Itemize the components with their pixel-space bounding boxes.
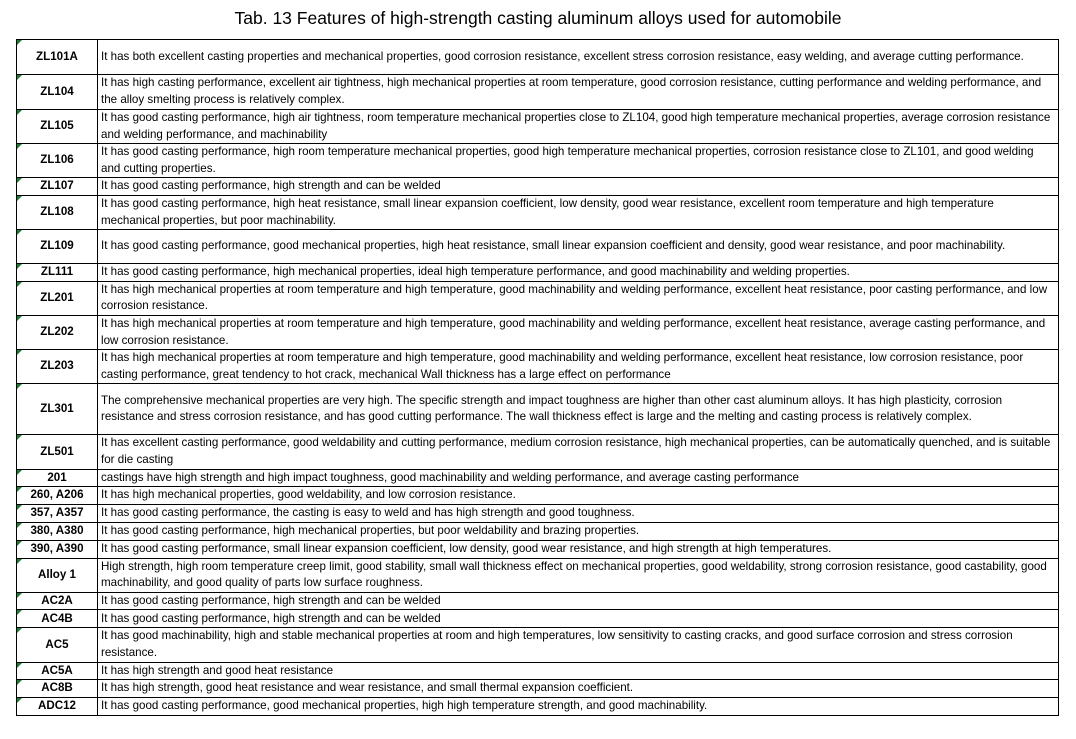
alloy-description-cell: It has high mechanical properties, good weldability, and low corrosion resistance. [98,487,1059,505]
alloy-code-cell: ZL111 [17,264,98,282]
alloy-code-cell: ZL202 [17,315,98,349]
table-row [17,144,1059,178]
alloy-description-cell: It has good casting performance, high room temperature mechanical properties, good high temperature mechanical properties, corrosion resistance close to ZL101, and good welding and cutting properties. [98,144,1059,178]
alloy-description-cell: It has high mechanical properties at room temperature and high temperature, good machinability and welding performance, excellent heat resistance, average casting performance, and low corrosion resistance. [98,315,1059,349]
table-row [17,195,1059,229]
table-row [17,315,1059,349]
table-row [17,592,1059,610]
table-row [17,281,1059,315]
alloy-description-cell: It has good casting performance, the casting is easy to weld and has high strength and good toughness. [98,504,1059,522]
table-row [17,384,1059,435]
alloy-code-cell: Alloy 1 [17,558,98,592]
table-row [17,628,1059,662]
table-row [17,469,1059,487]
alloy-description-cell: It has good casting performance, small linear expansion coefficient, low density, good wear resistance, and high strength at high temperatures. [98,540,1059,558]
alloy-description-cell: It has good casting performance, high mechanical properties, but poor weldability and brazing properties. [98,522,1059,540]
alloy-description-cell: It has high mechanical properties at room temperature and high temperature, good machinability and welding performance, excellent heat resistance, poor casting performance, and low corrosion resistance. [98,281,1059,315]
alloy-code-cell: ZL104 [17,75,98,110]
alloy-description-cell: It has good machinability, high and stable mechanical properties at room and high temperatures, low sensitivity to casting cracks, and good surface corrosion and stress corrosion resistance. [98,628,1059,662]
alloy-description-cell: High strength, high room temperature creep limit, good stability, small wall thickness effect on mechanical properties, good weldability, strong corrosion resistance, good castability, good machinability, and good quality of parts low surface roughness. [98,558,1059,592]
alloy-description-cell: It has high strength and good heat resistance [98,662,1059,680]
alloy-description-cell: It has high mechanical properties at room temperature and high temperature, good machinability and welding performance, excellent heat resistance, low corrosion resistance, poor casting performance, great tendency to hot crack, mechanical Wall thickness has a large effect on performance [98,350,1059,384]
alloy-code-cell: ZL201 [17,281,98,315]
table-title: Tab. 13 Features of high-strength casting aluminum alloys used for automobile [234,8,842,28]
table-row [17,522,1059,540]
alloy-code-cell: AC4B [17,610,98,628]
alloy-code-cell: 380, A380 [17,522,98,540]
alloy-description-cell: It has good casting performance, high strength and can be welded [98,178,1059,196]
alloy-code-cell: ZL301 [17,384,98,435]
alloy-description-cell: It has good casting performance, high air tightness, room temperature mechanical properties close to ZL104, good high temperature mechanical properties, average corrosion resistance and welding performance, and machinability [98,110,1059,144]
alloy-description-cell: The comprehensive mechanical properties are very high. The specific strength and impact toughness are higher than other cast aluminum alloys. It has high plasticity, corrosion resistance and stress corrosion resistance, and has good cutting performance. The wall thickness effect is large and the melting and casting process is relatively complex. [98,384,1059,435]
alloy-code-cell: ZL203 [17,350,98,384]
table-row [17,40,1059,75]
table-row [17,558,1059,592]
alloy-code-cell: ZL107 [17,178,98,196]
alloy-code-cell: AC5A [17,662,98,680]
table-row [17,610,1059,628]
table-row [17,540,1059,558]
alloy-description-cell: It has good casting performance, high mechanical properties, ideal high temperature performance, and good machinability and welding properties. [98,264,1059,282]
alloy-description-cell: It has high strength, good heat resistance and wear resistance, and small thermal expansion coefficient. [98,680,1059,698]
table-row [17,435,1059,469]
table-row [17,698,1059,716]
table-row [17,178,1059,196]
alloy-description-cell: It has good casting performance, good mechanical properties, high high temperature strength, and good machinability. [98,698,1059,716]
table-row [17,487,1059,505]
alloy-code-cell: ZL108 [17,195,98,229]
alloy-features-table [16,39,1059,716]
table-row [17,75,1059,110]
alloy-code-cell: 201 [17,469,98,487]
alloy-code-cell: ZL106 [17,144,98,178]
alloy-description-cell: It has good casting performance, high strength and can be welded [98,610,1059,628]
alloy-code-cell: ZL109 [17,230,98,264]
alloy-description-cell: It has good casting performance, high heat resistance, small linear expansion coefficient, low density, good wear resistance, excellent room temperature and high temperature mechanical properties, but poor machinability. [98,195,1059,229]
alloy-code-cell: ZL101A [17,40,98,75]
alloy-code-cell: 390, A390 [17,540,98,558]
table-row [17,680,1059,698]
alloy-description-cell: It has good casting performance, good mechanical properties, high heat resistance, small linear expansion coefficient and density, good wear resistance, and poor machinability. [98,230,1059,264]
table-row [17,110,1059,144]
alloy-description-cell: It has good casting performance, high strength and can be welded [98,592,1059,610]
alloy-code-cell: AC5 [17,628,98,662]
alloy-description-cell: It has both excellent casting properties and mechanical properties, good corrosion resistance, excellent stress corrosion resistance, easy welding, and average cutting performance. [98,40,1059,75]
alloy-code-cell: AC8B [17,680,98,698]
table-body [17,40,1059,716]
table-row [17,504,1059,522]
alloy-code-cell: 357, A357 [17,504,98,522]
table-row [17,264,1059,282]
alloy-code-cell: ADC12 [17,698,98,716]
alloy-code-cell: ZL105 [17,110,98,144]
table-row [17,350,1059,384]
alloy-code-cell: 260, A206 [17,487,98,505]
alloy-code-cell: ZL501 [17,435,98,469]
table-row [17,230,1059,264]
alloy-description-cell: castings have high strength and high impact toughness, good machinability and welding performance, and average casting performance [98,469,1059,487]
table-row [17,662,1059,680]
alloy-description-cell: It has high casting performance, excellent air tightness, high mechanical properties at room temperature, good corrosion resistance, cutting performance and welding performance, and the alloy smelting process is relatively complex. [98,75,1059,110]
alloy-description-cell: It has excellent casting performance, good weldability and cutting performance, medium corrosion resistance, high mechanical properties, can be automatically quenched, and is suitable for die casting [98,435,1059,469]
alloy-code-cell: AC2A [17,592,98,610]
